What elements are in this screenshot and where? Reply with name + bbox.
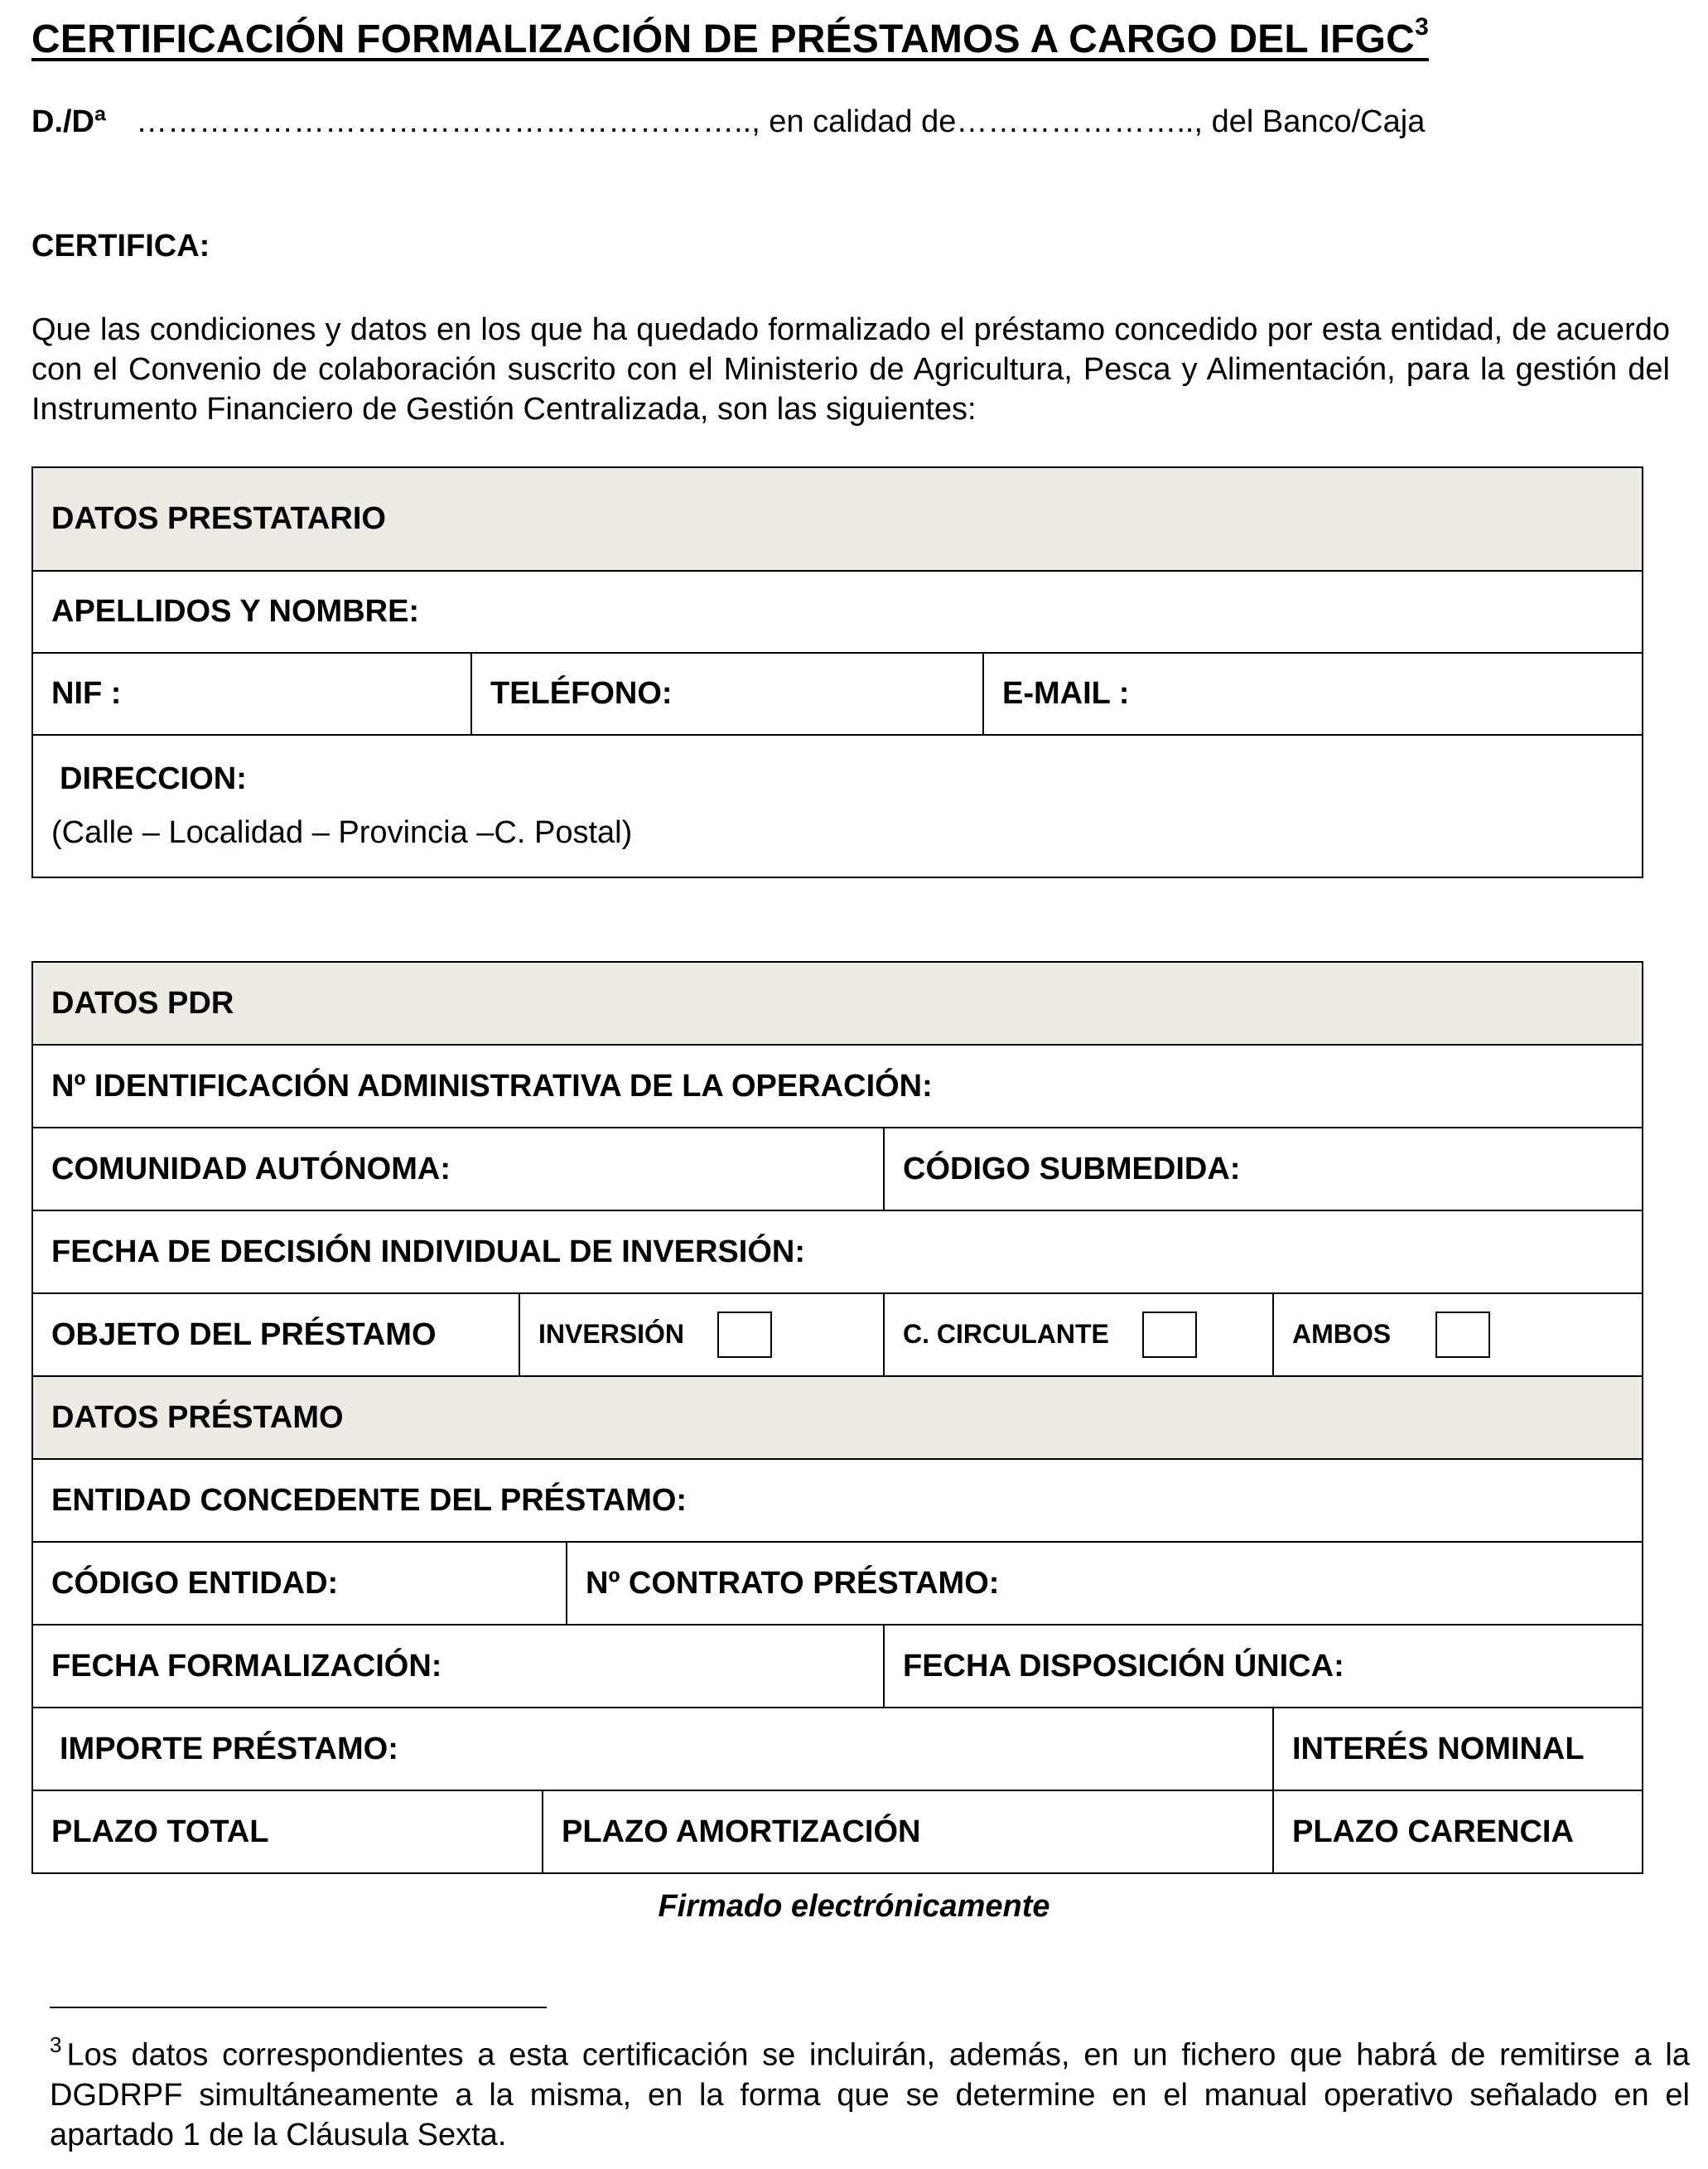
- nominal-interest-field[interactable]: INTERÉS NOMINAL: [1273, 1708, 1643, 1790]
- lending-entity-field[interactable]: ENTIDAD CONCEDENTE DEL PRÉSTAMO:: [32, 1459, 1643, 1542]
- borrower-table: [31, 466, 1643, 878]
- title-footnote-ref[interactable]: 3: [1415, 13, 1429, 41]
- contract-number-field[interactable]: Nº CONTRATO PRÉSTAMO:: [567, 1542, 1643, 1625]
- certifica-heading: CERTIFICA:: [31, 229, 210, 263]
- declarant-fill-line[interactable]: ………………………………………………….., en calidad de………………….., del Banco/Caja: [136, 104, 1426, 139]
- total-term-field[interactable]: PLAZO TOTAL: [32, 1790, 543, 1873]
- loan-purpose-label: OBJETO DEL PRÉSTAMO: [32, 1293, 519, 1376]
- formalization-date-field[interactable]: FECHA FORMALIZACIÓN:: [32, 1625, 884, 1708]
- operation-id-field[interactable]: Nº IDENTIFICACIÓN ADMINISTRATIVA DE LA OPERACIÓN:: [32, 1045, 1643, 1128]
- borrower-section-header: DATOS PRESTATARIO: [32, 467, 1643, 571]
- footnote-divider: [50, 2007, 547, 2008]
- submedida-code-field[interactable]: CÓDIGO SUBMEDIDA:: [884, 1128, 1643, 1210]
- address-hint: (Calle – Localidad – Provincia –C. Postal): [51, 815, 633, 850]
- option-circulante-label: C. CIRCULANTE: [903, 1319, 1109, 1350]
- electronic-signature-note: Firmado electrónicamente: [658, 1889, 1050, 1924]
- inversion-checkbox[interactable]: [717, 1312, 772, 1358]
- option-inversion: [519, 1293, 884, 1376]
- borrower-nif-field[interactable]: NIF :: [32, 653, 471, 735]
- grace-period-field[interactable]: PLAZO CARENCIA: [1273, 1790, 1643, 1873]
- amortization-term-field[interactable]: PLAZO AMORTIZACIÓN: [543, 1790, 1273, 1873]
- pdr-section-header: DATOS PDR: [32, 962, 1643, 1045]
- option-ambos: [1273, 1293, 1643, 1376]
- entity-code-field[interactable]: CÓDIGO ENTIDAD:: [32, 1542, 567, 1625]
- comunidad-field[interactable]: COMUNIDAD AUTÓNOMA:: [32, 1128, 884, 1210]
- loan-section-header: DATOS PRÉSTAMO: [32, 1376, 1643, 1459]
- pdr-loan-table: [31, 961, 1643, 1874]
- ambos-checkbox[interactable]: [1435, 1312, 1490, 1358]
- option-circulante: [884, 1293, 1273, 1376]
- page-title: [31, 13, 1429, 62]
- borrower-email-field[interactable]: E-MAIL :: [983, 653, 1643, 735]
- borrower-name-field[interactable]: APELLIDOS Y NOMBRE:: [32, 571, 1643, 653]
- loan-amount-field[interactable]: IMPORTE PRÉSTAMO:: [32, 1708, 1273, 1790]
- intro-paragraph: Que las condiciones y datos en los que ha quedado formalizado el préstamo concedido por esta entidad, de acuerdo con el Convenio de colaboración suscrito con el Ministerio de Agricultura, Pesca y Alimentación, para la gestión del Instrumento Financiero de Gestión Centralizada, son las siguientes:: [31, 312, 1670, 427]
- disposition-date-field[interactable]: FECHA DISPOSICIÓN ÚNICA:: [884, 1625, 1643, 1708]
- footnote-mark: 3: [50, 2032, 62, 2057]
- address-label: DIRECCION:: [60, 761, 247, 796]
- borrower-address-field[interactable]: [32, 735, 1643, 877]
- footnote-text: Los datos correspondientes a esta certificación se incluirán, además, en un fichero que habrá de remitirse a la DGDRPF simultáneamente a la misma, en la forma que se determine en el manual operativo señalado en el apartado 1 de la Cláusula Sexta.: [50, 2037, 1690, 2152]
- page-title-text: CERTIFICACIÓN FORMALIZACIÓN DE PRÉSTAMOS A CARGO DEL IFGC: [31, 17, 1416, 61]
- decision-date-field[interactable]: FECHA DE DECISIÓN INDIVIDUAL DE INVERSIÓN:: [32, 1210, 1643, 1293]
- option-inversion-label: INVERSIÓN: [538, 1319, 685, 1350]
- declarant-prefix: D./Dª: [31, 104, 107, 139]
- declarant-line: [31, 104, 1425, 140]
- footnote: [50, 2026, 1690, 2155]
- borrower-phone-field[interactable]: TELÉFONO:: [471, 653, 983, 735]
- option-ambos-label: AMBOS: [1292, 1319, 1392, 1350]
- circulante-checkbox[interactable]: [1142, 1312, 1197, 1358]
